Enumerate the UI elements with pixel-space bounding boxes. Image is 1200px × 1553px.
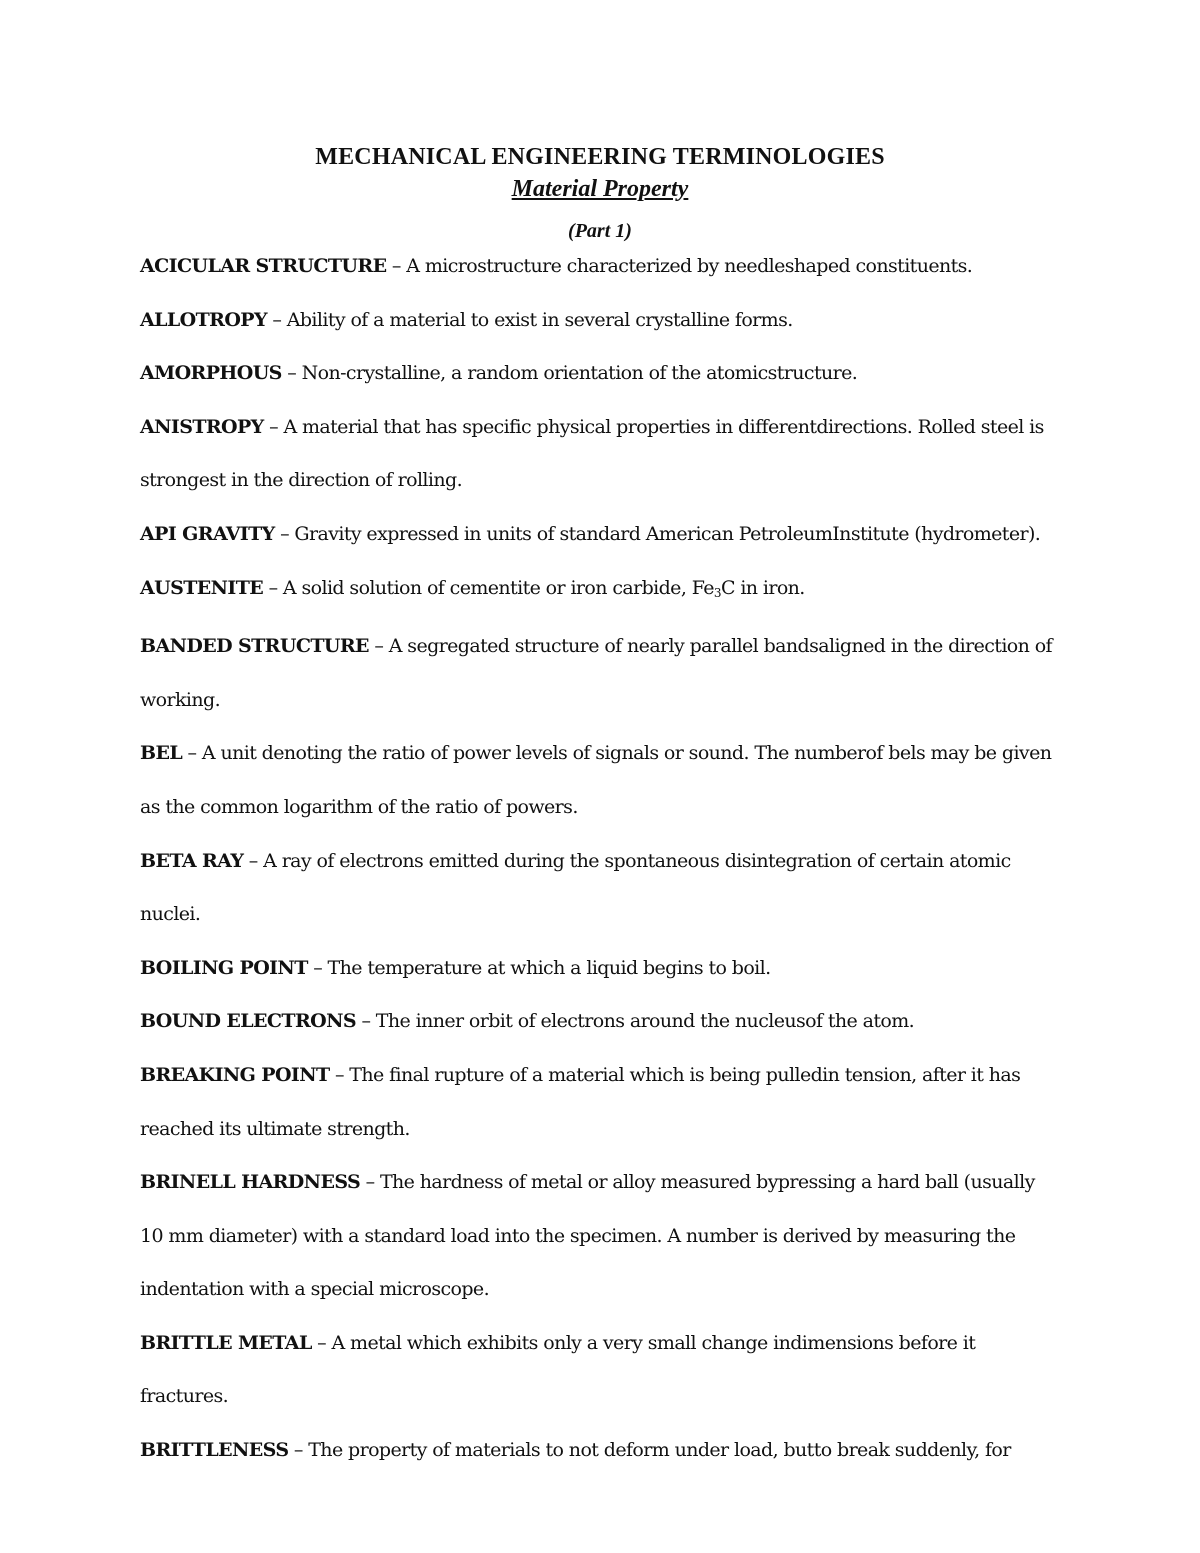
term: BRITTLE METAL — [140, 1331, 312, 1354]
separator: – — [263, 576, 283, 599]
definition: A microstructure characterized by needleshaped constituents. — [406, 255, 973, 277]
separator: – — [360, 1171, 380, 1194]
glossary-list — [140, 240, 1060, 1478]
glossary-entry-amorphous — [140, 347, 1060, 401]
definition: A metal which exhibits only a very small change indimensions before it fractures. — [140, 1331, 976, 1408]
term: BOUND ELECTRONS — [140, 1010, 357, 1033]
separator: – — [243, 849, 264, 872]
page-title: MECHANICAL ENGINEERING TERMINOLOGIES — [315, 144, 885, 170]
definition: Ability of a material to exist in several crystalline forms. — [286, 308, 793, 331]
definition: A segregated structure of nearly parallel bandsaligned in the direction of working. — [140, 635, 1052, 711]
term: API GRAVITY — [140, 522, 275, 545]
glossary-entry-boiling-point — [140, 942, 1060, 996]
separator: – — [368, 635, 389, 658]
definition: A material that has specific physical properties in differentdirections. Rolled steel is strongest in the direction of rolling. — [140, 415, 1044, 492]
definition: The hardness of metal or alloy measured bypressing a hard ball (usually 10 mm diameter) with a standard load into the specimen. A number is derived by measuring the indentation with a special microscope. — [140, 1171, 1035, 1301]
term: AUSTENITE — [140, 576, 264, 599]
separator: – — [263, 415, 284, 438]
separator: – — [307, 956, 328, 979]
definition: Gravity expressed in units of standard American PetroleumInstitute (hydrometer). — [294, 522, 1041, 545]
glossary-entry-allotropy — [140, 294, 1060, 348]
definition: The inner orbit of electrons around the nucleusof the atom. — [375, 1010, 915, 1033]
term: BEL — [140, 742, 183, 765]
glossary-entry-brittleness — [140, 1424, 1060, 1478]
separator: – — [288, 1439, 309, 1462]
glossary-entry-acicular-structure — [140, 240, 1060, 294]
glossary-entry-beta-ray — [140, 835, 1060, 942]
term: BRITTLENESS — [140, 1439, 289, 1462]
separator: – — [281, 362, 302, 385]
term: AMORPHOUS — [140, 362, 282, 385]
glossary-entry-api-gravity — [140, 508, 1060, 562]
glossary-entry-breaking-point — [140, 1049, 1060, 1156]
definition: A ray of electrons emitted during the spontaneous disintegration of certain atomic nuclei. — [140, 849, 1011, 926]
document-header — [0, 140, 1200, 246]
separator: – — [356, 1010, 376, 1033]
separator: – — [329, 1063, 350, 1086]
glossary-entry-bound-electrons — [140, 995, 1060, 1049]
definition: Non-crystalline, a random orientation of the atomicstructure. — [301, 362, 858, 385]
part-label: (Part 1) — [568, 220, 632, 242]
page-subtitle: Material Property — [511, 176, 689, 202]
glossary-entry-austenite — [140, 562, 1060, 621]
glossary-entry-banded-structure — [140, 620, 1060, 727]
subscript: 3 — [713, 585, 721, 600]
separator: – — [274, 522, 295, 545]
definition-text: C in iron. — [720, 576, 805, 599]
term: BOILING POINT — [140, 956, 308, 979]
separator: – — [311, 1331, 332, 1354]
glossary-entry-brinell-hardness — [140, 1156, 1060, 1317]
definition: The property of materials to not deform under load, butto break suddenly, for — [308, 1439, 1011, 1462]
separator: – — [386, 255, 407, 277]
separator: – — [266, 308, 287, 331]
term: BREAKING POINT — [140, 1063, 330, 1086]
glossary-entry-anistropy — [140, 401, 1060, 508]
term: BETA RAY — [140, 849, 244, 872]
glossary-entry-brittle-metal — [140, 1317, 1060, 1424]
separator: – — [182, 742, 202, 765]
term: ANISTROPY — [140, 415, 264, 438]
term: ACICULAR STRUCTURE — [140, 255, 387, 277]
term: BRINELL HARDNESS — [140, 1171, 361, 1194]
definition: The final rupture of a material which is being pulledin tension, after it has reached its ultimate strength. — [140, 1063, 1021, 1140]
definition-text: A solid solution of cementite or iron carbide, Fe — [282, 576, 714, 599]
definition: The temperature at which a liquid begins to boil. — [327, 956, 771, 979]
term: BANDED STRUCTURE — [140, 635, 369, 658]
glossary-entry-bel — [140, 727, 1060, 834]
definition: A unit denoting the ratio of power levels of signals or sound. The numberof bels may be given as the common logarithm of the ratio of powers. — [140, 742, 1052, 818]
definition — [283, 577, 805, 599]
term: ALLOTROPY — [140, 308, 267, 331]
